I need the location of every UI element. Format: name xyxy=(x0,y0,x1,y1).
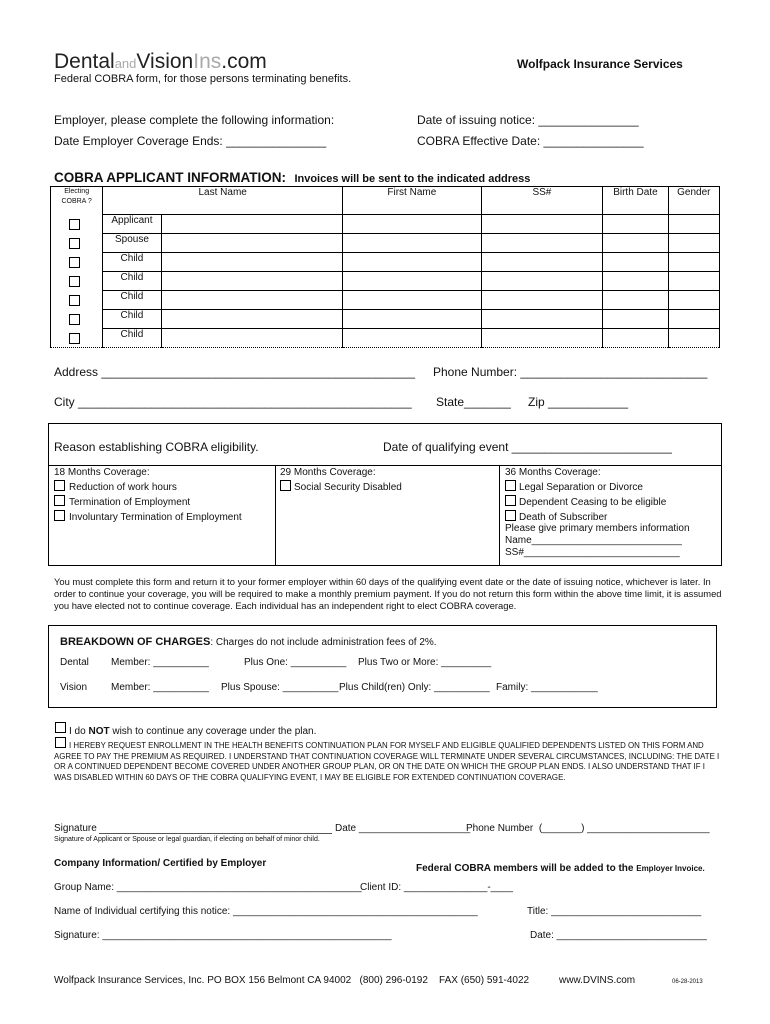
city-field[interactable]: City __________________________________________________ xyxy=(54,395,412,409)
first-name-cell[interactable] xyxy=(343,272,482,291)
logo-dental: Dental xyxy=(54,50,115,73)
primary-member-ss-field[interactable]: SS#____________________________ xyxy=(505,547,680,558)
applicant-title: COBRA APPLICANT INFORMATION: xyxy=(54,170,286,185)
birth-date-cell[interactable] xyxy=(603,310,669,329)
primary-member-note: Please give primary members information xyxy=(505,523,690,534)
vision-plus-children-field[interactable]: Plus Child(ren) Only: __________ xyxy=(339,682,490,693)
first-name-header: First Name xyxy=(343,187,482,215)
return-notice: You must complete this form and return it to your former employer within 60 days of the qualifying event date or the date of issuing notice, whichever is later. In order to continue your coverage, you will be required to make a monthly premium payment. If you do not return this form within the above time limit, it is assumed you have elected not to continue coverage. Each individual has an independent right to elect COBRA coverage. xyxy=(54,576,722,611)
table-row xyxy=(51,310,720,329)
dental-member-field[interactable]: Member: __________ xyxy=(111,657,209,668)
logo-and: and xyxy=(114,56,137,71)
ss-cell[interactable] xyxy=(481,329,603,348)
ss-cell[interactable] xyxy=(481,291,603,310)
site-logo xyxy=(54,50,267,74)
vision-member-field[interactable]: Member: __________ xyxy=(111,682,209,693)
phone-number-field[interactable]: Phone Number: ____________________________ xyxy=(433,365,708,379)
federal-cobra-note xyxy=(416,858,705,876)
relation-label: Child xyxy=(103,253,161,272)
termination-label: Termination of Employment xyxy=(69,497,191,508)
elect-cell xyxy=(51,329,103,348)
signature-line[interactable] xyxy=(99,833,332,834)
certifying-individual-field[interactable]: Name of Individual certifying this notice: ____________________________________________ xyxy=(54,906,478,917)
relation-label: Child xyxy=(103,272,161,291)
electing-label: Electing xyxy=(64,188,90,195)
col18-title: 18 Months Coverage: xyxy=(54,467,150,478)
gender-header: Gender xyxy=(668,187,719,215)
first-name-cell[interactable] xyxy=(343,310,482,329)
gender-cell[interactable] xyxy=(668,310,719,329)
signature-phone-field[interactable]: Phone Number (_______) ______________________ xyxy=(466,823,710,834)
reduction-hours-label: Reduction of work hours xyxy=(69,482,177,493)
vision-plus-spouse-field[interactable]: Plus Spouse: __________ xyxy=(221,682,339,693)
birth-date-cell[interactable] xyxy=(603,329,669,348)
dependent-ceasing-label: Dependent Ceasing to be eligible xyxy=(519,497,667,508)
form-version: 06-28-2013 xyxy=(672,979,703,985)
coverage-ends-field[interactable]: Date Employer Coverage Ends: _______________ xyxy=(54,134,327,148)
footer-address: Wolfpack Insurance Services, Inc. PO BOX 156 Belmont CA 94002 (800) 296-0192 FAX (650) 591-4022 xyxy=(54,975,530,986)
enrollment-statement: I HEREBY REQUEST ENROLLMENT IN THE HEALTH BENEFITS CONTINUATION PLAN FOR MYSELF AND ELIGIBLE QUALIFIED DEPENDENTS LISTED ON THIS FORM AND AGREE TO PAY THE PREMIUM AS REQUIRED. I UNDERSTAND THAT CONTINUATION COVERAGE WILL TERMINATE UNDER SEVERAL CIRCUMSTANCES, INCLUDING: THE DATE I OR A CONTINUED DEPENDENT BECOME COVERED UNDER ANOTHER GROUP PLAN, OR ON THE DATE ON WHICH THE GROUP PLAN ENDS. I ALSO UNDERSTAND THAT IF I WAS DISABLED WITHIN 60 DAYS OF THE COBRA QUALIFYING EVENT, I MAY BE ELIGIBLE FOR EXTENDED CONTINUATION COVERAGE. xyxy=(54,741,720,782)
elect-checkbox[interactable] xyxy=(69,295,80,306)
death-subscriber-label: Death of Subscriber xyxy=(519,512,608,523)
signature-note: Signature of Applicant or Spouse or legal guardian, if electing on behalf of minor child. xyxy=(54,836,320,843)
decline-not: NOT xyxy=(88,726,110,737)
gender-cell[interactable] xyxy=(668,215,719,234)
first-name-cell[interactable] xyxy=(343,215,482,234)
elect-cell xyxy=(51,234,103,253)
last-name-cell[interactable] xyxy=(161,234,342,253)
cobra-effective-date-field[interactable]: COBRA Effective Date: _______________ xyxy=(417,134,644,148)
table-row xyxy=(51,329,720,348)
decline-coverage-label xyxy=(69,726,316,737)
gender-cell[interactable] xyxy=(668,291,719,310)
elect-checkbox[interactable] xyxy=(69,276,80,287)
involuntary-termination-label: Involuntary Termination of Employment xyxy=(69,512,242,523)
termination-checkbox[interactable] xyxy=(54,495,65,506)
last-name-cell[interactable] xyxy=(161,291,342,310)
involuntary-termination-checkbox[interactable] xyxy=(54,510,65,521)
legal-separation-checkbox[interactable] xyxy=(505,480,516,491)
first-name-cell[interactable] xyxy=(343,291,482,310)
ss-disabled-checkbox[interactable] xyxy=(280,480,291,491)
birth-date-cell[interactable] xyxy=(603,291,669,310)
relation-label: Applicant xyxy=(103,215,161,234)
decline-coverage-checkbox[interactable] xyxy=(55,722,66,733)
federal-note-2: Employer Invoice. xyxy=(636,864,705,873)
elect-checkbox[interactable] xyxy=(69,257,80,268)
ss-cell[interactable] xyxy=(481,234,603,253)
legal-separation-label: Legal Separation or Divorce xyxy=(519,482,643,493)
elect-checkbox[interactable] xyxy=(69,314,80,325)
last-name-header: Last Name xyxy=(103,187,343,215)
elect-cell xyxy=(51,272,103,291)
company-info-title: Company Information/ Certified by Employer xyxy=(54,858,267,869)
charges-title-line xyxy=(60,632,437,650)
last-name-cell[interactable] xyxy=(161,329,342,348)
client-id-field[interactable]: Client ID: _______________-____ xyxy=(360,882,513,893)
first-name-cell[interactable] xyxy=(343,234,482,253)
ss-cell[interactable] xyxy=(481,272,603,291)
logo-vision: Vision xyxy=(136,50,194,73)
relation-label: Spouse xyxy=(103,234,161,253)
birth-date-header: Birth Date xyxy=(603,187,669,215)
reduction-hours-checkbox[interactable] xyxy=(54,480,65,491)
col29-title: 29 Months Coverage: xyxy=(280,467,376,478)
elect-cell xyxy=(51,253,103,272)
zip-field[interactable]: Zip ____________ xyxy=(528,395,629,409)
signature-label: Signature xyxy=(54,823,97,834)
table-row xyxy=(51,234,720,253)
charges-note: : Charges do not include administration fees of 2%. xyxy=(210,637,437,648)
table-row xyxy=(51,291,720,310)
last-name-cell[interactable] xyxy=(161,310,342,329)
last-name-cell[interactable] xyxy=(161,272,342,291)
decline-pre: I do xyxy=(69,726,89,737)
gender-cell[interactable] xyxy=(668,234,719,253)
birth-date-cell[interactable] xyxy=(603,253,669,272)
employer-date-field[interactable]: Date: ___________________________ xyxy=(530,930,707,941)
group-name-field[interactable]: Group Name: ____________________________________________ xyxy=(54,882,362,893)
table-row xyxy=(51,272,720,291)
dental-label: Dental xyxy=(60,657,89,668)
dental-plus-one-field[interactable]: Plus One: __________ xyxy=(244,657,347,668)
form-subtitle: Federal COBRA form, for those persons terminating benefits. xyxy=(54,73,352,85)
applicant-table xyxy=(50,186,720,348)
death-subscriber-checkbox[interactable] xyxy=(505,510,516,521)
table-row xyxy=(51,215,720,234)
reason-col-divider-1 xyxy=(275,465,276,566)
elect-cell xyxy=(51,291,103,310)
last-name-cell[interactable] xyxy=(161,215,342,234)
dental-plus-two-field[interactable]: Plus Two or More: _________ xyxy=(358,657,492,668)
qualifying-event-date-field[interactable]: Date of qualifying event ________________________ xyxy=(383,440,672,454)
first-name-cell[interactable] xyxy=(343,329,482,348)
dependent-ceasing-checkbox[interactable] xyxy=(505,495,516,506)
gender-cell[interactable] xyxy=(668,272,719,291)
ss-cell[interactable] xyxy=(481,310,603,329)
last-name-cell[interactable] xyxy=(161,253,342,272)
elect-cell xyxy=(51,310,103,329)
col36-title: 36 Months Coverage: xyxy=(505,467,601,478)
employer-signature-field[interactable]: Signature: ____________________________________________________ xyxy=(54,930,392,941)
primary-member-name-field[interactable]: Name___________________________ xyxy=(505,535,682,546)
elect-checkbox[interactable] xyxy=(69,238,80,249)
elect-checkbox[interactable] xyxy=(69,219,80,230)
employer-instruction: Employer, please complete the following information: xyxy=(54,113,335,127)
gender-cell[interactable] xyxy=(668,329,719,348)
ss-cell[interactable] xyxy=(481,253,603,272)
relation-label: Child xyxy=(103,310,161,329)
footer-website[interactable]: www.DVINS.com xyxy=(559,975,636,986)
elect-checkbox[interactable] xyxy=(69,333,80,344)
logo-com: .com xyxy=(221,50,267,73)
relation-label: Child xyxy=(103,291,161,310)
electing-header xyxy=(51,187,103,215)
ss-header: SS# xyxy=(481,187,603,215)
reason-col-divider-2 xyxy=(499,465,500,566)
ss-cell[interactable] xyxy=(481,215,603,234)
company-name: Wolfpack Insurance Services xyxy=(517,57,683,71)
date-issuing-notice-field[interactable]: Date of issuing notice: _______________ xyxy=(417,113,639,127)
elect-cell xyxy=(51,215,103,234)
decline-post: wish to continue any coverage under the plan. xyxy=(109,726,317,737)
reason-divider xyxy=(48,465,722,466)
state-field[interactable]: State_______ xyxy=(436,395,511,409)
vision-family-field[interactable]: Family: ____________ xyxy=(496,682,598,693)
table-row xyxy=(51,253,720,272)
vision-label: Vision xyxy=(60,682,88,693)
certifier-title-field[interactable]: Title: ___________________________ xyxy=(527,906,702,917)
signature-date-field[interactable]: Date ____________________ xyxy=(335,823,471,834)
charges-title: BREAKDOWN OF CHARGES xyxy=(60,636,211,648)
first-name-cell[interactable] xyxy=(343,253,482,272)
relation-label: Child xyxy=(103,329,161,348)
birth-date-cell[interactable] xyxy=(603,215,669,234)
ss-disabled-label: Social Security Disabled xyxy=(294,482,402,493)
reason-title: Reason establishing COBRA eligibility. xyxy=(54,440,259,454)
logo-ins: Ins xyxy=(193,50,222,73)
address-field[interactable]: Address _______________________________________________ xyxy=(54,365,416,379)
federal-note-1: Federal COBRA members will be added to the xyxy=(416,863,637,874)
birth-date-cell[interactable] xyxy=(603,272,669,291)
applicant-title-note: Invoices will be sent to the indicated address xyxy=(294,173,531,185)
birth-date-cell[interactable] xyxy=(603,234,669,253)
cobra-q-label: COBRA ? xyxy=(61,198,92,205)
gender-cell[interactable] xyxy=(668,253,719,272)
applicant-section-title xyxy=(54,169,530,187)
